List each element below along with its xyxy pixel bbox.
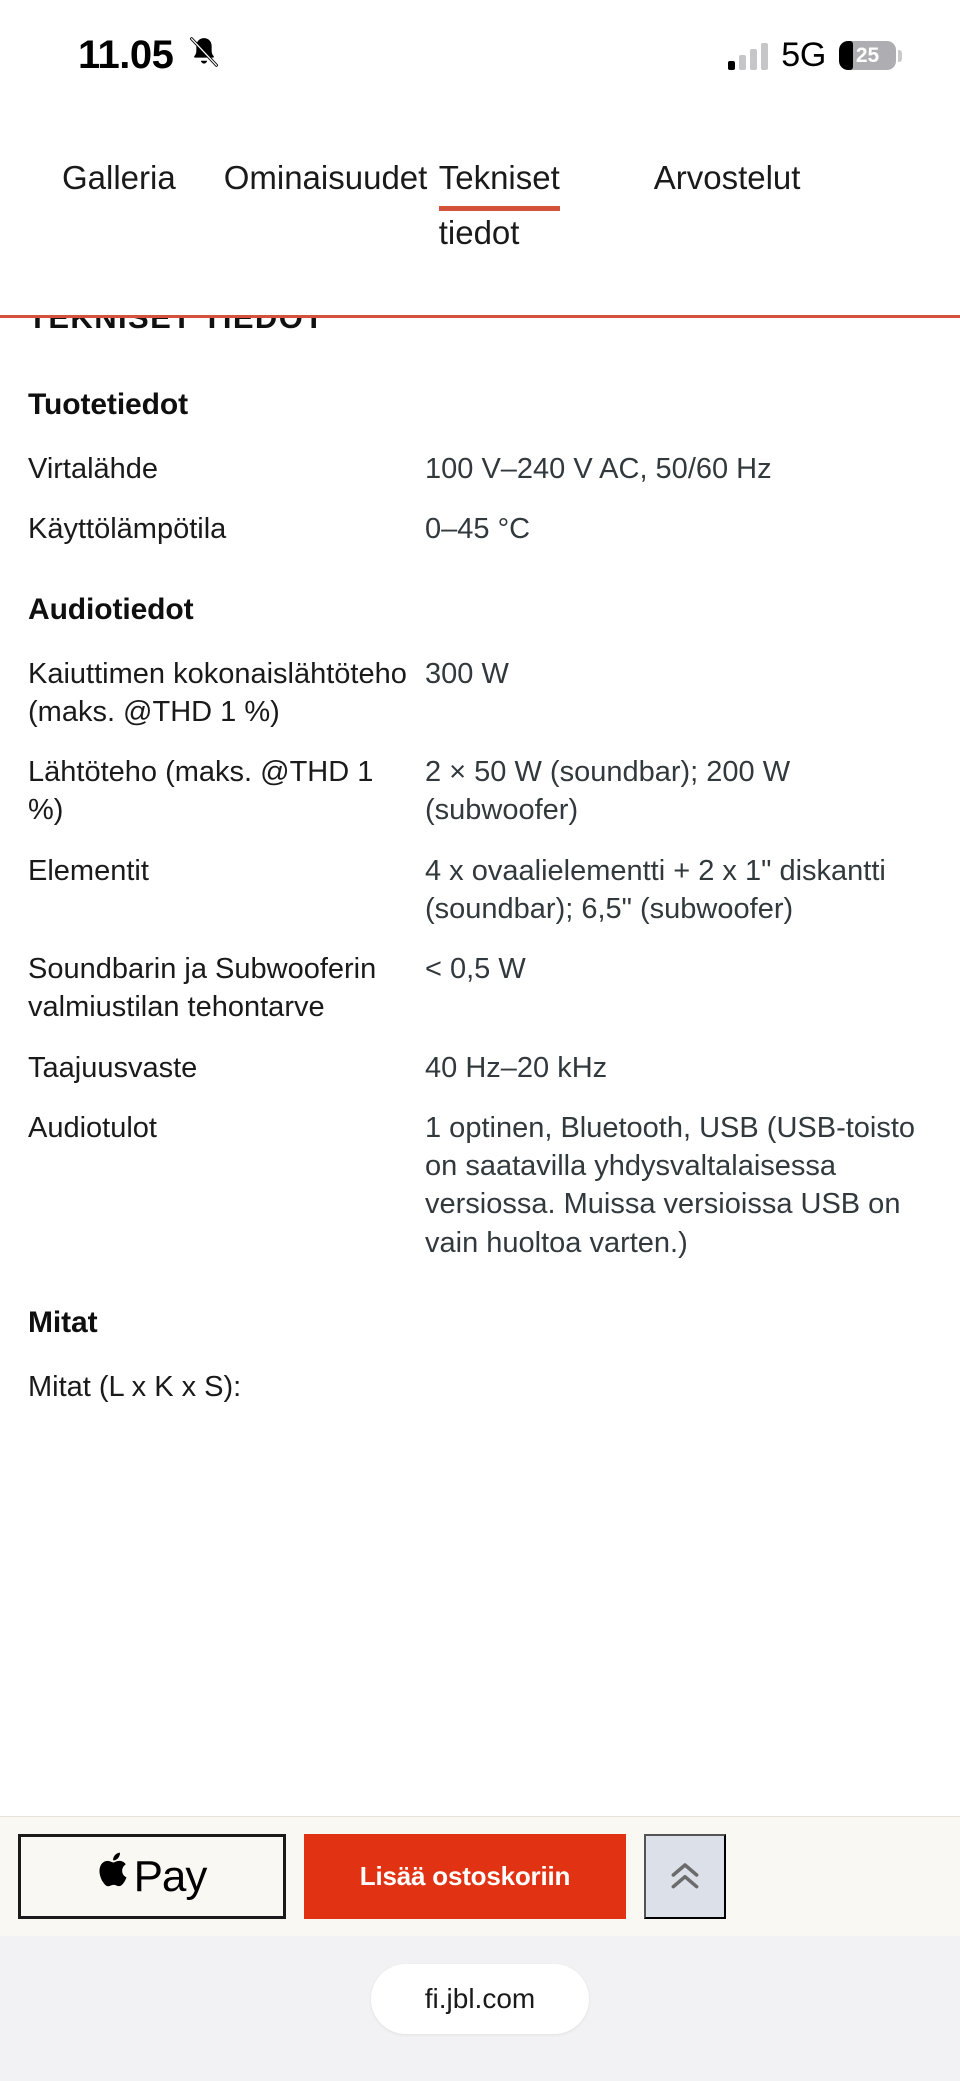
battery-percent-label: 25 — [855, 44, 880, 67]
apple-pay-label: Pay — [133, 1851, 207, 1901]
tab-tekniset-tiedot[interactable] — [415, 156, 630, 254]
status-bar — [0, 0, 960, 112]
purchase-action-bar — [0, 1816, 960, 1936]
spec-row — [28, 1368, 932, 1406]
spec-row — [28, 753, 932, 830]
spec-row — [28, 1049, 932, 1087]
battery-icon — [839, 41, 902, 70]
cellular-signal-icon — [728, 42, 768, 70]
spec-value: 40 Hz–20 kHz — [425, 1051, 608, 1084]
spec-value: 0–45 °C — [425, 513, 531, 546]
tab-label: Galleria — [62, 159, 176, 196]
tab-label: Arvostelut — [653, 159, 801, 196]
spec-group-heading: Tuotetiedot — [28, 388, 188, 421]
tab-galleria[interactable] — [0, 156, 200, 200]
spec-group-audiotiedot — [28, 593, 932, 1262]
spec-row — [28, 655, 932, 732]
status-bar-left — [78, 34, 221, 75]
status-bar-right — [728, 36, 902, 75]
browser-url-bar — [0, 1936, 960, 2081]
spec-value: < 0,5 W — [425, 953, 526, 986]
spec-label: Lähtöteho (maks. @THD 1 %) — [28, 756, 374, 827]
spec-label: Kaiuttimen kokonaislähtöteho (maks. @THD 1 %) — [28, 657, 407, 728]
add-to-cart-button[interactable]: Lisää ostoskoriin — [304, 1834, 626, 1919]
spec-label: Mitat (L x K x S): — [28, 1370, 242, 1403]
spec-label: Virtalähde — [28, 453, 159, 485]
tab-label-line2: tiedot — [438, 213, 520, 251]
spec-row — [28, 950, 932, 1027]
spec-label: Käyttölämpötila — [28, 513, 227, 546]
spec-label: Soundbarin ja Subwooferin valmiustilan tehontarve — [28, 953, 377, 1024]
apple-pay-button[interactable] — [18, 1834, 286, 1919]
spec-label: Taajuusvaste — [28, 1051, 198, 1084]
spec-group-tuotetiedot — [28, 388, 932, 549]
spec-row — [28, 510, 932, 548]
network-type-label: 5G — [781, 36, 826, 74]
spec-value: 100 V–240 V AC, 50/60 Hz — [425, 453, 772, 485]
spec-row — [28, 1109, 932, 1262]
tab-list[interactable] — [0, 112, 960, 315]
spec-group-mitat — [28, 1306, 932, 1406]
apple-logo-icon — [98, 1849, 132, 1898]
technical-specs-content — [0, 112, 960, 1792]
spec-value: 1 optinen, Bluetooth, USB (USB-toisto on saatavilla yhdysvaltalaisessa versiossa. Muissa versioissa USB on vain huoltoa varten.) — [425, 1111, 916, 1259]
spec-group-heading: Audiotiedot — [28, 592, 194, 626]
tab-label-line1: Tekniset — [439, 156, 560, 211]
spec-label: Elementit — [28, 854, 149, 887]
status-time: 11.05 — [78, 32, 174, 77]
spec-value: 4 x ovaalielementti + 2 x 1" diskantti (soundbar); 6,5" (subwoofer) — [425, 854, 886, 925]
tab-label: Ominaisuudet — [223, 159, 428, 196]
double-chevron-up-icon — [665, 1855, 705, 1898]
url-display[interactable]: fi.jbl.com — [371, 1964, 589, 2034]
tab-arvostelut[interactable] — [630, 156, 825, 200]
spec-value: 2 × 50 W (soundbar); 200 W (subwoofer) — [425, 756, 791, 827]
bell-slash-icon — [187, 34, 221, 75]
tab-ominaisuudet[interactable] — [200, 156, 428, 200]
spec-row — [28, 852, 932, 929]
scroll-to-top-button[interactable] — [644, 1834, 726, 1919]
sticky-tab-bar — [0, 112, 960, 318]
spec-row — [28, 450, 932, 488]
spec-label: Audiotulot — [28, 1111, 157, 1144]
spec-value: 300 W — [425, 657, 509, 690]
spec-group-heading: Mitat — [28, 1305, 98, 1339]
